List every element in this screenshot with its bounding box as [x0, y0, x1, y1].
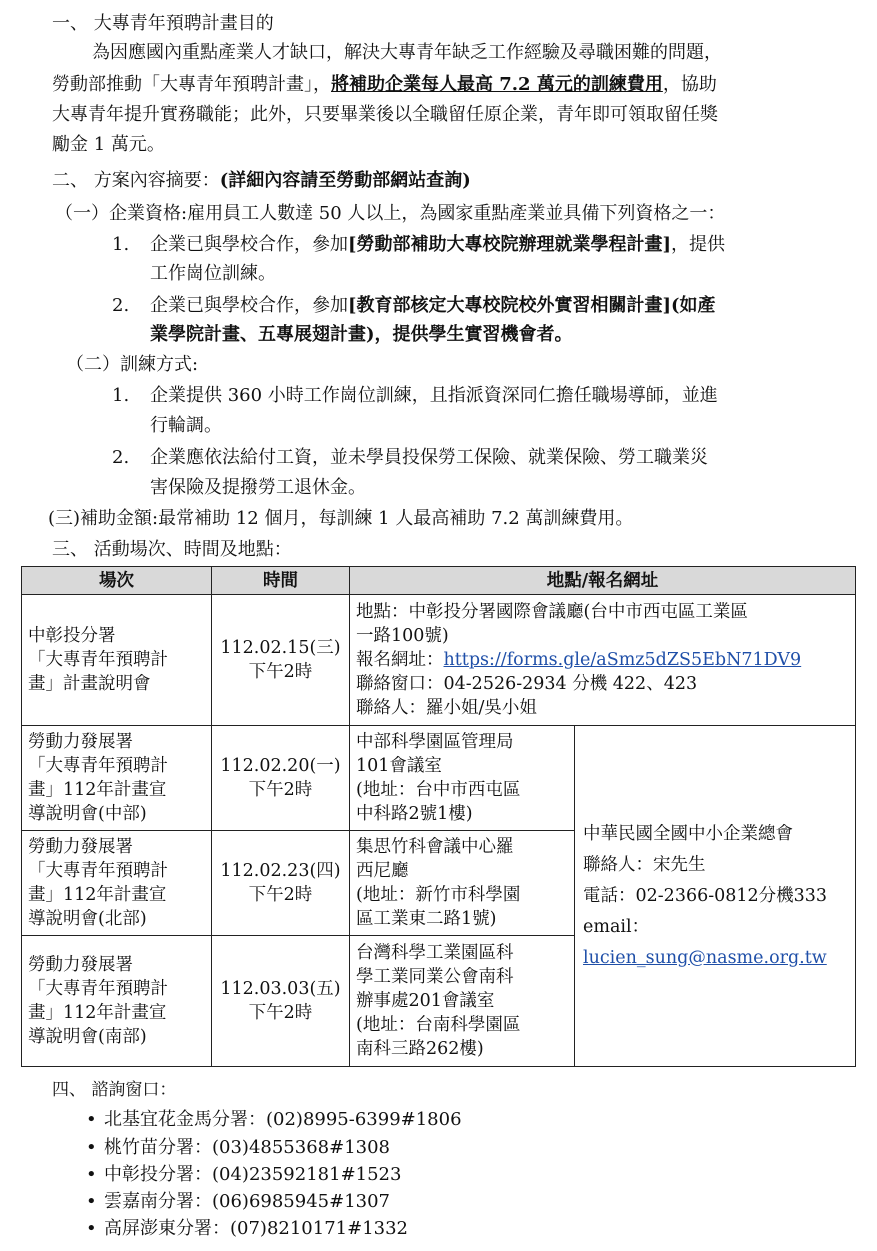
signup-line: [356, 648, 849, 672]
session-text: 「大專青年預聘計: [28, 756, 168, 776]
sub2-label: （二）訓練方式:: [66, 354, 199, 375]
list-item: [86, 1107, 462, 1133]
signup-label: 報名網址：: [356, 650, 444, 670]
session-text: 畫」112年計畫宣: [28, 780, 167, 800]
consult-office: 高屏澎東分署：(07)8210171#1332: [104, 1218, 409, 1239]
hour-text: 下午2時: [248, 885, 313, 905]
consult-office: 桃竹苗分署：(03)4855368#1308: [104, 1137, 391, 1158]
date-text: 112.02.15(三): [220, 638, 341, 658]
list-item: [86, 1189, 390, 1215]
signup-link[interactable]: https://forms.gle/aSmz5dZS5EbN71DV9: [443, 650, 802, 670]
table-row: [22, 726, 856, 831]
session-text: 「大專青年預聘計: [28, 650, 168, 670]
date-text: 112.02.20(一): [220, 756, 341, 776]
location-text: 地點：中彰投分署國際會議廳(台中市西屯區工業區: [356, 602, 748, 622]
contact-email-link[interactable]: lucien_sung@nasme.org.tw: [583, 947, 827, 968]
section1-paragraph-line1: 為因應國內重點產業人才缺口，解決大專青年缺乏工作經驗及尋職困難的問題，: [92, 42, 722, 63]
sub1-item2-number: 2.: [112, 295, 130, 316]
session-text: 導說明會(北部): [28, 909, 147, 929]
section2-heading-note: (詳細內容請至勞動部網站查詢): [219, 170, 471, 191]
hour-text: 下午2時: [248, 662, 313, 682]
bullet-icon: •: [86, 1218, 97, 1239]
location-cell: [350, 595, 856, 726]
date-text: 112.03.03(五): [220, 979, 341, 999]
contact-org: 中華民國全國中小企業總會: [583, 823, 793, 844]
hour-text: 下午2時: [248, 780, 313, 800]
bullet-icon: •: [86, 1191, 97, 1212]
location-text: (地址：台中市西屯區: [356, 780, 521, 800]
section2-heading-text: 二、 方案內容摘要：: [52, 170, 220, 191]
sub2-item1-line1: 企業提供 360 小時工作崗位訓練，且指派資深同仁擔任職場導師，並進: [150, 385, 718, 406]
list-item: [86, 1216, 408, 1242]
session-text: 畫」112年計畫宣: [28, 1003, 167, 1023]
location-text: (地址：台南科學園區: [356, 1015, 521, 1035]
location-text: 中部科學園區管理局: [356, 732, 514, 752]
sub1-item2-text: 企業已與學校合作，參加: [150, 295, 348, 316]
sub1-item1-text: ，提供: [671, 234, 726, 255]
session-cell: [22, 726, 212, 831]
location-text: 南科三路262樓): [356, 1039, 484, 1059]
session-text: 勞動力發展署: [28, 955, 133, 975]
bullet-icon: •: [86, 1137, 97, 1158]
section1-paragraph-line4: 勵金 1 萬元。: [52, 134, 165, 155]
session-text: 勞動力發展署: [28, 837, 133, 857]
contact-phone: 電話：02-2366-0812分機333: [583, 885, 828, 906]
sub2-item1-number: 1.: [112, 385, 130, 406]
consult-office: 北基宜花金馬分署：(02)8995-6399#1806: [104, 1109, 462, 1130]
session-text: 中彰投分署: [28, 626, 116, 646]
location-cell: [350, 726, 575, 831]
sub1-item1-number: 1.: [112, 234, 130, 255]
section1-heading: 一、 大專青年預聘計畫目的: [52, 13, 274, 34]
sub1-item2-program: [教育部核定大專校院校外實習相關計畫](如產: [348, 295, 716, 316]
section1-paragraph-line2: [52, 72, 717, 98]
location-text: 辦事處201會議室: [356, 991, 495, 1011]
session-text: 「大專青年預聘計: [28, 979, 168, 999]
session-text: 畫」計畫說明會: [28, 674, 151, 694]
session-text: 導說明會(中部): [28, 804, 147, 824]
contact-person: 聯絡人：宋先生: [583, 854, 706, 875]
sub2-item1-line2: 行輪調。: [150, 415, 222, 436]
contact-person-text: 聯絡人：羅小姐/吳小姐: [356, 698, 537, 718]
location-text: 西尼廳: [356, 861, 409, 881]
consult-office: 雲嘉南分署：(06)6985945#1307: [104, 1191, 391, 1212]
location-cell: [350, 831, 575, 936]
schedule-table: [21, 566, 856, 1067]
bullet-icon: •: [86, 1109, 97, 1130]
location-text: 學工業同業公會南科: [356, 967, 514, 987]
session-cell: [22, 936, 212, 1067]
table-row: [22, 595, 856, 726]
header-time: 時間: [212, 567, 350, 595]
contact-email-label: email：: [583, 916, 650, 937]
section2-heading: [52, 168, 471, 194]
location-cell: [350, 936, 575, 1067]
location-text: (地址：新竹市科學園: [356, 885, 521, 905]
sub1-item1-line1: [150, 232, 725, 258]
consult-office: 中彰投分署：(04)23592181#1523: [104, 1164, 402, 1185]
time-cell: [212, 831, 350, 936]
sub1-item2-line1: [150, 293, 716, 319]
hour-text: 下午2時: [248, 1003, 313, 1023]
sub2-item2-number: 2.: [112, 447, 130, 468]
bullet-icon: •: [86, 1164, 97, 1185]
section4-heading: 四、 諮詢窗口：: [52, 1080, 177, 1100]
sub1-item1-line2: 工作崗位訓練。: [150, 263, 276, 284]
section3-heading: 三、 活動場次、時間及地點：: [52, 539, 292, 560]
sub1-item1-text: 企業已與學校合作，參加: [150, 234, 348, 255]
date-text: 112.02.23(四): [220, 861, 341, 881]
header-location: 地點/報名網址: [350, 567, 856, 595]
sub2-item2-line1: 企業應依法給付工資，並未學員投保勞工保險、就業保險、勞工職業災: [150, 447, 708, 468]
section1-text: ，協助: [662, 74, 717, 95]
sub2-item2-line2: 害保險及提撥勞工退休金。: [150, 477, 366, 498]
time-cell: [212, 595, 350, 726]
session-text: 勞動力發展署: [28, 732, 133, 752]
session-cell: [22, 831, 212, 936]
location-text: 一路100號): [356, 626, 449, 646]
session-cell: [22, 595, 212, 726]
time-cell: [212, 726, 350, 831]
session-text: 畫」112年計畫宣: [28, 885, 167, 905]
location-text: 台灣科學工業園區科: [356, 943, 514, 963]
location-text: 101會議室: [356, 756, 442, 776]
location-text: 中科路2號1樓): [356, 804, 473, 824]
subsidy-highlight: 將補助企業每人最高 7.2 萬元的訓練費用: [331, 74, 663, 95]
session-text: 「大專青年預聘計: [28, 861, 168, 881]
sub1-item1-program: [勞動部補助大專校院辦理就業學程計畫]: [348, 234, 672, 255]
section1-text: 勞動部推動「大專青年預聘計畫」，: [52, 74, 331, 95]
location-text: 區工業東二路1號): [356, 909, 497, 929]
section1-paragraph-line3: 大專青年提升實務職能；此外，只要畢業後以全職留任原企業，青年即可領取留任獎: [52, 104, 718, 125]
sub1-item2-line2: 業學院計畫、五專展翅計畫)，提供學生實習機會者。: [150, 324, 573, 345]
contact-window-text: 聯絡窗口：04-2526-2934 分機 422、423: [356, 674, 698, 694]
sub3-subsidy-amount: (三)補助金額:最常補助 12 個月，每訓練 1 人最高補助 7.2 萬訓練費用。: [48, 508, 634, 529]
location-text: 集思竹科會議中心羅: [356, 837, 514, 857]
shared-contact-cell: [575, 726, 856, 1067]
header-session: 場次: [22, 567, 212, 595]
time-cell: [212, 936, 350, 1067]
list-item: [86, 1135, 390, 1161]
table-header-row: [22, 567, 856, 595]
sub1-label: （一）企業資格:雇用員工人數達 50 人以上，為國家重點產業並具備下列資格之一：: [55, 203, 726, 224]
list-item: [86, 1162, 401, 1188]
session-text: 導說明會(南部): [28, 1027, 147, 1047]
